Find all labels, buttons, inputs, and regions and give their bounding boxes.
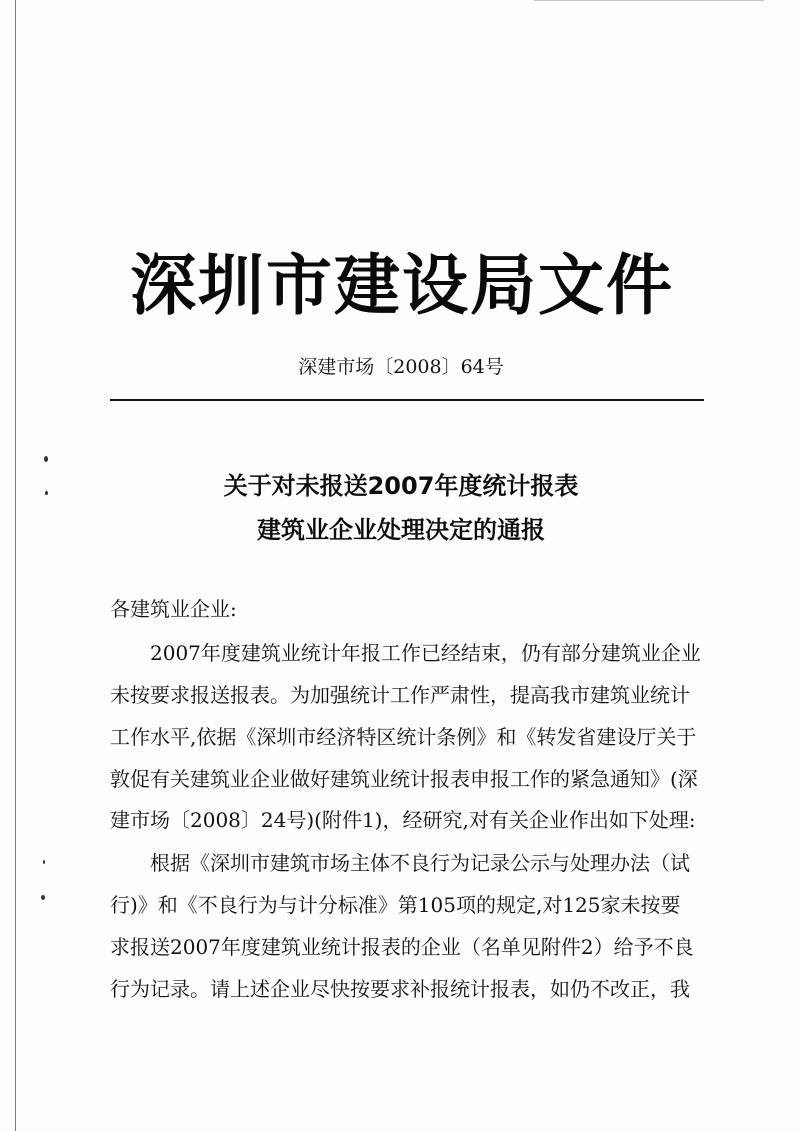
paragraph-2-line: 行为记录。请上述企业尽快按要求补报统计报表，如仍不改正，我 [110, 977, 690, 1001]
header-divider [110, 399, 704, 401]
paragraph-2-line: 根据《深圳市建筑市场主体不良行为记录公示与处理办法（试 [150, 851, 690, 875]
paragraph-1-line: 建市场〔2008〕24号)(附件1)，经研究,对有关企业作出如下处理: [110, 808, 696, 832]
scan-speck [41, 895, 45, 900]
paragraph-1-line: 2007年度建筑业统计年报工作已经结束，仍有部分建筑业企业 [150, 641, 701, 665]
paragraph-2-line: 行)》和《不良行为与计分标准》第105项的规定,对125家未按要 [110, 893, 681, 917]
document-number: 深建市场〔2008〕64号 [298, 356, 504, 378]
notice-title-line-2: 建筑业企业处理决定的通报 [257, 516, 545, 544]
scan-speck [45, 491, 48, 495]
paragraph-1-line: 工作水平,依据《深圳市经济特区统计条例》和《转发省建设厅关于 [110, 725, 697, 749]
scan-speck [44, 456, 48, 462]
notice-title-line-1: 关于对未报送2007年度统计报表 [223, 472, 579, 500]
scan-edge-mark [534, 0, 764, 1]
binding-edge-line [15, 0, 16, 1131]
paragraph-1-line: 未按要求报送报表。为加强统计工作严肃性，提高我市建筑业统计 [110, 683, 690, 707]
paragraph-2-line: 求报送2007年度建筑业统计报表的企业（名单见附件2）给予不良 [110, 935, 694, 959]
issuer-header: 深圳市建设局文件 [130, 246, 674, 324]
salutation: 各建筑业企业: [110, 597, 237, 621]
scan-speck [43, 860, 45, 864]
paragraph-1-line: 敦促有关建筑业企业做好建筑业统计报表申报工作的紧急通知》(深 [110, 767, 698, 791]
